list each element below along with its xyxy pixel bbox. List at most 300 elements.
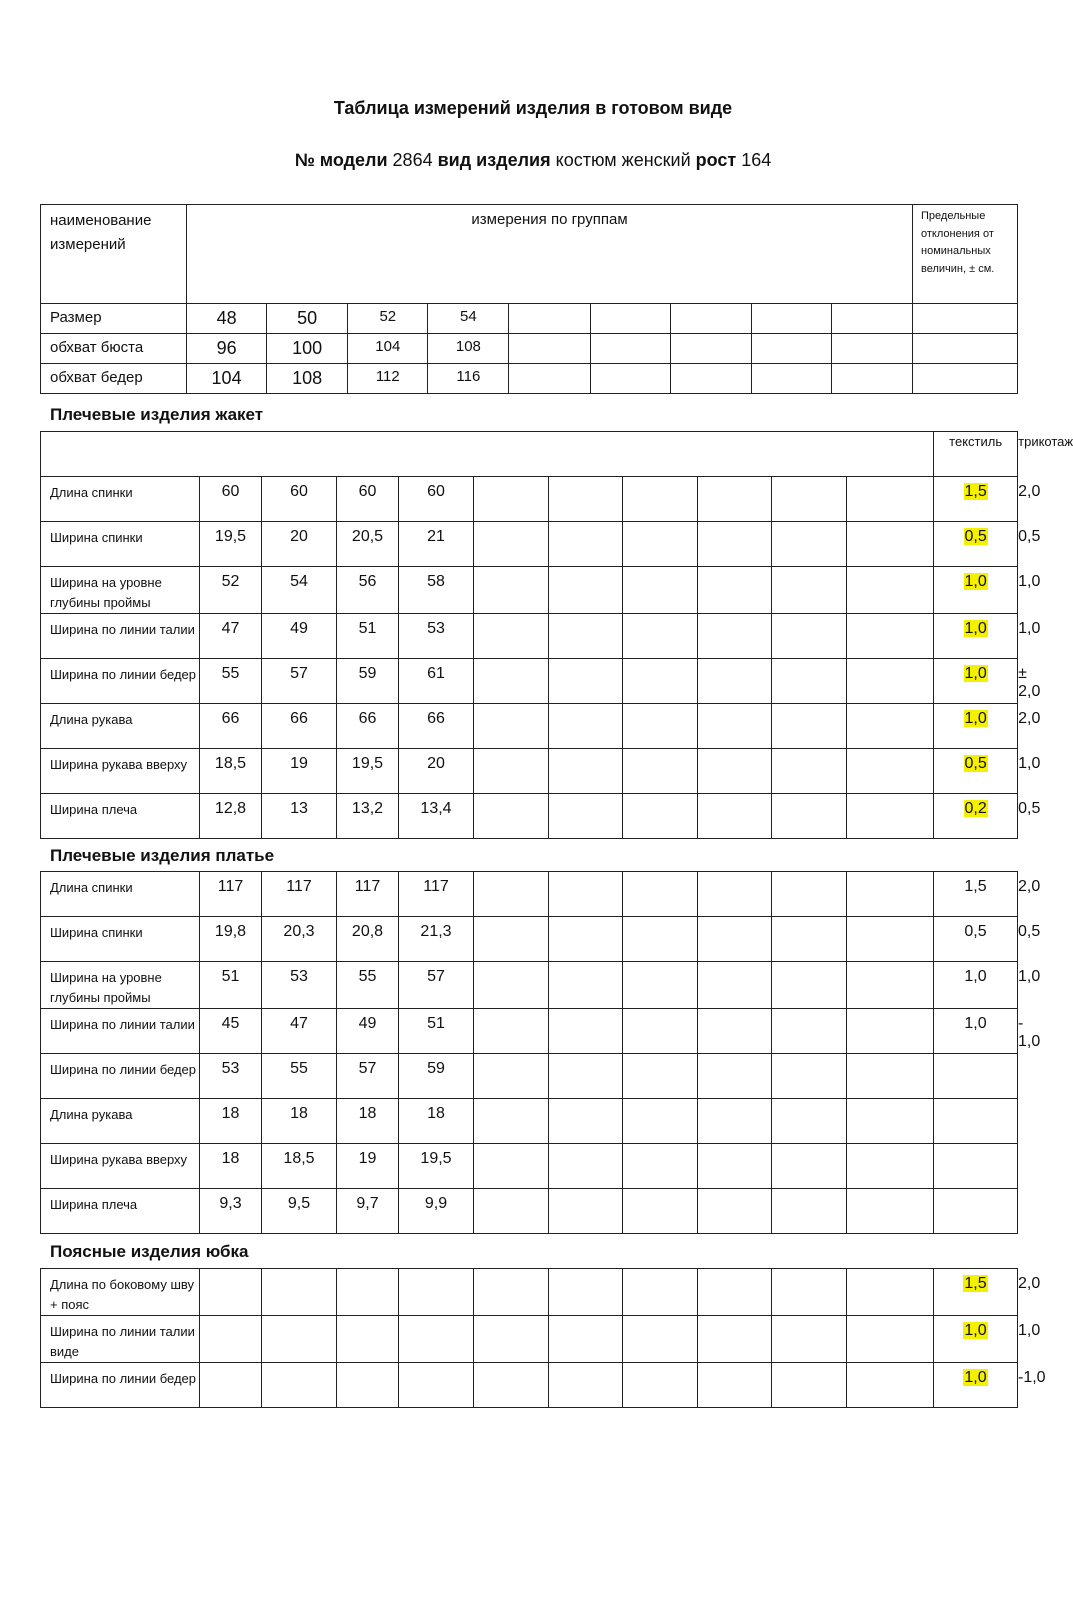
empty-cell	[549, 1099, 623, 1144]
row-label: Размер	[41, 304, 187, 334]
row-label: Ширина по линии бедер	[41, 1363, 200, 1408]
empty-cell	[549, 917, 623, 962]
textile-tolerance-cell	[934, 794, 1018, 839]
empty-cell	[474, 567, 549, 614]
value-cell: 117	[337, 872, 399, 917]
value-cell: 60	[337, 477, 399, 522]
empty-cell	[474, 962, 549, 1009]
empty-cell	[623, 872, 698, 917]
empty-cell	[670, 364, 751, 394]
textile-tolerance-value: 1,0	[964, 710, 987, 727]
textile-tolerance-cell	[934, 917, 1018, 962]
size-value-cell: 48	[187, 304, 267, 334]
empty-cell	[623, 917, 698, 962]
value-cell: 117	[399, 872, 474, 917]
empty-cell	[751, 304, 831, 334]
empty-cell	[772, 1363, 847, 1408]
empty-cell	[847, 794, 934, 839]
empty-cell	[831, 364, 912, 394]
empty-cell	[623, 749, 698, 794]
empty-cell	[474, 872, 549, 917]
empty-cell	[772, 1099, 847, 1144]
textile-tolerance-value: 1,5	[964, 878, 987, 895]
empty-cell	[549, 962, 623, 1009]
table-row: Ширина по линии бедер 1,0 -1,0	[41, 1363, 1018, 1408]
value-cell	[399, 1316, 474, 1363]
value-cell: 19,5	[399, 1144, 474, 1189]
groups-header: измерения по группам	[187, 205, 913, 304]
row-label: Ширина по линии талии	[41, 1009, 200, 1054]
textile-tolerance-cell	[934, 614, 1018, 659]
empty-cell	[772, 567, 847, 614]
value-cell: 18,5	[262, 1144, 337, 1189]
empty-cell	[623, 1054, 698, 1099]
value-cell: 20,5	[337, 522, 399, 567]
empty-cell	[474, 1009, 549, 1054]
empty-cell	[474, 614, 549, 659]
empty-cell	[772, 477, 847, 522]
value-cell: 53	[200, 1054, 262, 1099]
empty-cell	[549, 1363, 623, 1408]
row-label: Длина по боковому шву + пояс	[41, 1269, 200, 1316]
row-label: Ширина на уровне глубины проймы	[41, 567, 200, 614]
empty-cell	[623, 704, 698, 749]
empty-cell	[698, 1189, 772, 1234]
empty-cell	[549, 872, 623, 917]
table-row: Длина спинки 60 60 60 60 1,5 2,0	[41, 477, 1018, 522]
empty-cell	[549, 477, 623, 522]
table-row: Длина по боковому шву + пояс 1,5 2,0	[41, 1269, 1018, 1316]
skirt-table	[40, 1268, 1046, 1408]
textile-tolerance-cell	[934, 522, 1018, 567]
empty-cell	[847, 917, 934, 962]
textile-tolerance-value: 1,0	[964, 665, 987, 682]
row-label: Ширина на уровне глубины проймы	[41, 962, 200, 1009]
empty-cell	[772, 794, 847, 839]
empty-cell	[509, 304, 590, 334]
value-cell	[262, 1363, 337, 1408]
size-table	[40, 204, 1018, 394]
empty-cell	[698, 794, 772, 839]
empty-cell	[698, 1269, 772, 1316]
table-row: Ширина по линии талии 45 47 49 51 1,0 - 1,0	[41, 1009, 1018, 1054]
row-label: обхват бюста	[41, 334, 187, 364]
textile-tolerance-cell	[934, 1189, 1018, 1234]
value-cell: 19	[337, 1144, 399, 1189]
value-cell: 18	[399, 1099, 474, 1144]
row-label: Ширина по линии бедер	[41, 659, 200, 704]
empty-cell	[772, 704, 847, 749]
size-value-cell: 96	[187, 334, 267, 364]
row-label: Ширина спинки	[41, 522, 200, 567]
textile-tolerance-cell	[934, 1269, 1018, 1316]
empty-cell	[698, 962, 772, 1009]
empty-cell	[772, 872, 847, 917]
empty-cell	[847, 1054, 934, 1099]
empty-cell	[847, 749, 934, 794]
value-cell: 20	[262, 522, 337, 567]
value-cell: 18	[200, 1144, 262, 1189]
empty-cell	[549, 659, 623, 704]
value-cell: 20	[399, 749, 474, 794]
empty-cell	[698, 477, 772, 522]
textile-tolerance-cell	[934, 1144, 1018, 1189]
row-label: Ширина по линии бедер	[41, 1054, 200, 1099]
empty-cell	[623, 1144, 698, 1189]
empty-cell	[913, 364, 1018, 394]
textile-tolerance-cell	[934, 749, 1018, 794]
value-cell	[337, 1269, 399, 1316]
empty-cell	[698, 1054, 772, 1099]
jacket-section-title: Плечевые изделия жакет	[50, 405, 264, 424]
empty-cell	[698, 1144, 772, 1189]
value-cell: 55	[200, 659, 262, 704]
empty-cell	[549, 1269, 623, 1316]
empty-cell	[623, 1363, 698, 1408]
empty-cell	[590, 364, 670, 394]
value-cell: 9,9	[399, 1189, 474, 1234]
table-row: Ширина на уровне глубины проймы 52 54 56 58 1,0 1,0	[41, 567, 1018, 614]
col-textile: текстиль	[934, 432, 1018, 477]
value-cell: 117	[262, 872, 337, 917]
empty-cell	[751, 334, 831, 364]
empty-cell	[772, 1009, 847, 1054]
size-value-cell: 104	[348, 334, 428, 364]
table-row: Длина рукава 66 66 66 66 1,0 2,0	[41, 704, 1018, 749]
empty-cell	[698, 1363, 772, 1408]
tolerance-header: Предельные отклонения от номинальных величин, ± см.	[913, 205, 1018, 304]
empty-cell	[847, 1316, 934, 1363]
table-row: Ширина спинки 19,8 20,3 20,8 21,3 0,5 0,5	[41, 917, 1018, 962]
value-cell: 55	[262, 1054, 337, 1099]
value-cell: 13	[262, 794, 337, 839]
empty-cell	[670, 304, 751, 334]
empty-cell	[509, 364, 590, 394]
empty-cell	[751, 364, 831, 394]
value-cell: 18	[337, 1099, 399, 1144]
empty-cell	[509, 334, 590, 364]
size-value-cell: 54	[428, 304, 509, 334]
value-cell: 13,2	[337, 794, 399, 839]
textile-tolerance-cell	[934, 872, 1018, 917]
row-label: Ширина рукава вверху	[41, 749, 200, 794]
row-label: Длина спинки	[41, 477, 200, 522]
empty-cell	[772, 1189, 847, 1234]
empty-cell	[847, 1099, 934, 1144]
textile-tolerance-value: 0,2	[964, 800, 987, 817]
value-cell: 51	[399, 1009, 474, 1054]
table-row: Ширина на уровне глубины проймы 51 53 55 57 1,0 1,0	[41, 962, 1018, 1009]
textile-tolerance-value: 1,5	[964, 1275, 987, 1292]
value-cell: 9,5	[262, 1189, 337, 1234]
value-cell: 66	[262, 704, 337, 749]
empty-cell	[847, 962, 934, 1009]
value-cell: 58	[399, 567, 474, 614]
empty-cell	[847, 1009, 934, 1054]
textile-tolerance-value: 1,0	[964, 620, 987, 637]
value-cell: 60	[200, 477, 262, 522]
value-cell: 9,3	[200, 1189, 262, 1234]
empty-cell	[474, 1269, 549, 1316]
empty-cell	[549, 1144, 623, 1189]
table-row	[41, 1099, 1018, 1144]
empty-cell	[847, 1269, 934, 1316]
row-label: Длина рукава	[41, 704, 200, 749]
value-cell: 19,5	[200, 522, 262, 567]
empty-cell	[623, 794, 698, 839]
table-row	[41, 304, 1018, 334]
height-label: рост	[695, 150, 737, 170]
empty-cell	[549, 614, 623, 659]
empty-cell	[698, 1099, 772, 1144]
skirt-section-title: Поясные изделия юбка	[50, 1242, 249, 1261]
empty-cell	[474, 522, 549, 567]
textile-tolerance-cell	[934, 704, 1018, 749]
table-row: Длина спинки 117 117 117 117 1,5 2,0	[41, 872, 1018, 917]
empty-cell	[549, 1054, 623, 1099]
empty-cell	[847, 704, 934, 749]
value-cell: 57	[337, 1054, 399, 1099]
value-cell: 57	[399, 962, 474, 1009]
empty-cell	[474, 704, 549, 749]
size-value-cell: 100	[267, 334, 348, 364]
document-title: Таблица измерений изделия в готовом виде	[333, 98, 733, 118]
empty-cell	[549, 1009, 623, 1054]
empty-cell	[847, 1363, 934, 1408]
empty-cell	[474, 749, 549, 794]
value-cell: 52	[200, 567, 262, 614]
table-row	[41, 334, 1018, 364]
empty-cell	[913, 304, 1018, 334]
textile-tolerance-value: 1,5	[964, 483, 987, 500]
model-line	[0, 150, 1066, 171]
empty-cell	[474, 1363, 549, 1408]
empty-cell	[623, 477, 698, 522]
value-cell: 21	[399, 522, 474, 567]
empty-cell	[698, 704, 772, 749]
model-label: № модели	[294, 150, 388, 170]
empty-cell	[847, 1144, 934, 1189]
empty-cell	[474, 1099, 549, 1144]
row-label: Ширина спинки	[41, 917, 200, 962]
table-row: Ширина спинки 19,5 20 20,5 21 0,5 0,5	[41, 522, 1018, 567]
empty-cell	[772, 659, 847, 704]
table-row	[41, 1144, 1018, 1189]
empty-cell	[772, 1144, 847, 1189]
table-row: Ширина по линии талии 47 49 51 53 1,0 1,0	[41, 614, 1018, 659]
table-row: Ширина по линии талии виде 1,0 1,0	[41, 1316, 1018, 1363]
textile-tolerance-value: 0,5	[964, 528, 987, 545]
empty-cell	[698, 917, 772, 962]
textile-tolerance-cell	[934, 1316, 1018, 1363]
value-cell	[200, 1363, 262, 1408]
empty-cell	[623, 1316, 698, 1363]
empty-cell	[474, 1316, 549, 1363]
value-cell: 59	[399, 1054, 474, 1099]
empty-cell	[474, 794, 549, 839]
textile-tolerance-cell	[934, 1099, 1018, 1144]
empty-cell	[698, 749, 772, 794]
value-cell: 49	[262, 614, 337, 659]
empty-cell	[623, 1269, 698, 1316]
size-value-cell: 108	[267, 364, 348, 394]
value-cell: 59	[337, 659, 399, 704]
empty-cell	[772, 749, 847, 794]
empty-cell	[698, 522, 772, 567]
row-label: Длина спинки	[41, 872, 200, 917]
empty-cell	[772, 614, 847, 659]
empty-cell	[698, 1009, 772, 1054]
value-cell: 56	[337, 567, 399, 614]
empty-cell	[549, 704, 623, 749]
value-cell	[200, 1316, 262, 1363]
value-cell: 13,4	[399, 794, 474, 839]
empty-cell	[623, 614, 698, 659]
value-cell	[262, 1269, 337, 1316]
empty-cell	[623, 567, 698, 614]
empty-cell	[623, 522, 698, 567]
empty-cell	[698, 659, 772, 704]
value-cell	[337, 1363, 399, 1408]
value-cell: 47	[200, 614, 262, 659]
value-cell: 21,3	[399, 917, 474, 962]
empty-cell	[474, 1054, 549, 1099]
value-cell: 117	[200, 872, 262, 917]
jacket-header-blank	[41, 432, 934, 477]
empty-cell	[847, 659, 934, 704]
table-row: Ширина рукава вверху 18,5 19 19,5 20 0,5 1,0	[41, 749, 1018, 794]
empty-cell	[772, 962, 847, 1009]
size-value-cell: 50	[267, 304, 348, 334]
row-label: Длина рукава	[41, 1099, 200, 1144]
height-value: 164	[741, 150, 772, 170]
table-row	[41, 364, 1018, 394]
value-cell: 66	[200, 704, 262, 749]
value-cell: 60	[399, 477, 474, 522]
empty-cell	[831, 304, 912, 334]
empty-cell	[623, 1009, 698, 1054]
row-label: Ширина плеча	[41, 794, 200, 839]
value-cell	[262, 1316, 337, 1363]
empty-cell	[831, 334, 912, 364]
table-row: Ширина плеча 12,8 13 13,2 13,4 0,2 0,5	[41, 794, 1018, 839]
row-label: обхват бедер	[41, 364, 187, 394]
value-cell: 20,8	[337, 917, 399, 962]
empty-cell	[913, 334, 1018, 364]
empty-cell	[549, 794, 623, 839]
empty-cell	[623, 962, 698, 1009]
value-cell	[399, 1269, 474, 1316]
empty-cell	[847, 522, 934, 567]
row-label: Ширина плеча	[41, 1189, 200, 1234]
empty-cell	[772, 522, 847, 567]
textile-tolerance-value: 1,0	[964, 1322, 987, 1339]
size-value-cell: 104	[187, 364, 267, 394]
textile-tolerance-cell	[934, 1009, 1018, 1054]
empty-cell	[698, 614, 772, 659]
textile-tolerance-cell	[934, 567, 1018, 614]
value-cell: 53	[262, 962, 337, 1009]
empty-cell	[549, 522, 623, 567]
empty-cell	[590, 334, 670, 364]
value-cell: 49	[337, 1009, 399, 1054]
empty-cell	[549, 1189, 623, 1234]
dress-table	[40, 871, 1041, 1234]
value-cell: 54	[262, 567, 337, 614]
textile-tolerance-cell	[934, 1054, 1018, 1099]
value-cell: 61	[399, 659, 474, 704]
value-cell	[200, 1269, 262, 1316]
value-cell: 18,5	[200, 749, 262, 794]
size-value-cell: 52	[348, 304, 428, 334]
empty-cell	[698, 872, 772, 917]
empty-cell	[772, 1054, 847, 1099]
empty-cell	[847, 614, 934, 659]
textile-tolerance-value: 1,0	[964, 1015, 987, 1032]
row-label: Ширина рукава вверху	[41, 1144, 200, 1189]
value-cell: 66	[337, 704, 399, 749]
value-cell: 9,7	[337, 1189, 399, 1234]
textile-tolerance-value: 0,5	[964, 755, 987, 772]
empty-cell	[474, 917, 549, 962]
empty-cell	[474, 477, 549, 522]
size-value-cell: 116	[428, 364, 509, 394]
empty-cell	[549, 749, 623, 794]
jacket-table: текстиль трикотаж Длина спинки 60 60 60 60 1,5 2,0 Ширина спинки 19,5 20 20,5 21 0,5 0,5 Ширина на уровне глубины проймы 52 54 56 58 1,0 1,0 Ширина по линии талии 47 49 51 53 1,0 1,0 Ширина по линии бедер 55 57 59 61 1,0 ± 2,0 Длина рукава 66 66 66 66 1,0 2,0 Ширина рукава вверху 18,5 19 19,5 20 0,5 1,0 Ширина плеча 12,8 13 13,2 13,4 0,2 0,5	[40, 431, 1018, 839]
type-value: костюм женский	[555, 150, 691, 170]
empty-cell	[549, 1316, 623, 1363]
empty-cell	[474, 1144, 549, 1189]
value-cell: 12,8	[200, 794, 262, 839]
empty-cell	[549, 567, 623, 614]
value-cell: 55	[337, 962, 399, 1009]
value-cell: 45	[200, 1009, 262, 1054]
value-cell: 47	[262, 1009, 337, 1054]
name-header: наименование измерений	[41, 205, 187, 304]
value-cell	[337, 1316, 399, 1363]
empty-cell	[847, 1189, 934, 1234]
empty-cell	[474, 659, 549, 704]
empty-cell	[623, 1189, 698, 1234]
textile-tolerance-cell	[934, 659, 1018, 704]
empty-cell	[847, 567, 934, 614]
value-cell: 18	[262, 1099, 337, 1144]
type-label: вид изделия	[437, 150, 551, 170]
empty-cell	[772, 917, 847, 962]
value-cell: 57	[262, 659, 337, 704]
value-cell: 19,5	[337, 749, 399, 794]
empty-cell	[670, 334, 751, 364]
textile-tolerance-value: 0,5	[964, 923, 987, 940]
row-label: Ширина по линии талии	[41, 614, 200, 659]
empty-cell	[847, 477, 934, 522]
value-cell: 20,3	[262, 917, 337, 962]
value-cell: 19,8	[200, 917, 262, 962]
model-value: 2864	[392, 150, 433, 170]
value-cell: 18	[200, 1099, 262, 1144]
value-cell: 60	[262, 477, 337, 522]
empty-cell	[590, 304, 670, 334]
textile-tolerance-value: 1,0	[964, 573, 987, 590]
empty-cell	[474, 1189, 549, 1234]
textile-tolerance-cell	[934, 1363, 1018, 1408]
value-cell: 51	[337, 614, 399, 659]
empty-cell	[698, 567, 772, 614]
table-row	[41, 1054, 1018, 1099]
value-cell	[399, 1363, 474, 1408]
table-row	[41, 1189, 1018, 1234]
textile-tolerance-value: 1,0	[964, 968, 987, 985]
